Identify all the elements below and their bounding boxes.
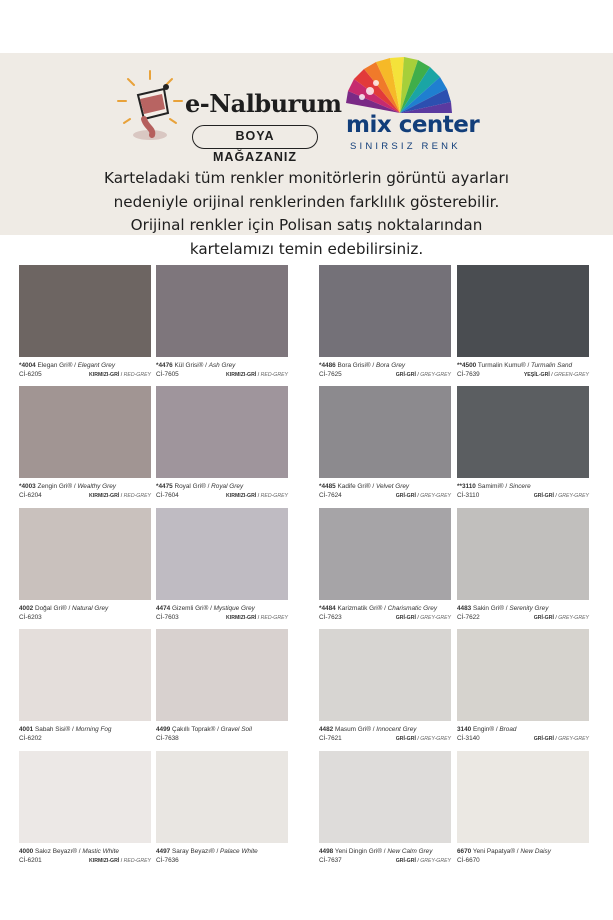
swatch-name-line xyxy=(19,726,159,734)
swatch-ci-code: Cİ-6201 xyxy=(19,857,42,864)
swatch-name-line xyxy=(319,483,459,491)
swatch-name-tr: Turmalin Kumu® xyxy=(477,362,526,369)
swatch-code-line xyxy=(19,614,151,622)
color-family-en: RED-GREY xyxy=(260,615,288,621)
swatch-name-line xyxy=(156,362,296,370)
swatch-name-tr: Sakız Beyazı® xyxy=(35,848,78,855)
swatch-name-tr: Kadife Gri® xyxy=(337,483,371,490)
name-separator: / xyxy=(515,848,521,855)
color-family-tr: KIRMIZI-GRİ xyxy=(89,858,120,864)
swatch-name-en: Gravel Soil xyxy=(220,726,252,733)
mix-center-logo xyxy=(340,55,480,155)
swatch-name-line xyxy=(319,605,459,613)
name-separator: / xyxy=(203,362,209,369)
swatch-name-en: Charismatic Grey xyxy=(387,605,438,612)
swatch-code-line xyxy=(319,857,451,865)
color-family xyxy=(89,492,151,500)
name-separator: / xyxy=(370,726,377,733)
color-family-tr: YEŞİL-GRİ xyxy=(523,372,550,378)
swatch-name-line xyxy=(156,483,296,491)
brand-name: e-Nalburum xyxy=(185,89,342,118)
swatch-ci-code: Cİ-6204 xyxy=(19,492,42,499)
paint-bucket-icon xyxy=(110,65,190,155)
name-separator: / xyxy=(215,726,221,733)
swatch-code-line xyxy=(457,857,589,865)
family-separator: / xyxy=(119,858,124,864)
family-separator: / xyxy=(553,615,559,621)
color-family xyxy=(396,371,451,379)
swatch-code-line xyxy=(156,492,288,500)
swatch-ci-code: Cİ-7622 xyxy=(457,614,480,621)
swatch-code: 4482 xyxy=(319,726,334,733)
color-family-tr: KIRMIZI-GRİ xyxy=(226,372,257,378)
e-nalburum-logo xyxy=(110,65,342,164)
swatch-name-en: Bora Grey xyxy=(375,362,406,369)
swatch-name-line xyxy=(319,848,459,856)
swatch-name-tr: Doğal Gri® xyxy=(35,605,67,612)
swatch-code: *4486 xyxy=(319,362,336,369)
swatch-ci-code: Cİ-6205 xyxy=(19,371,42,378)
family-separator: / xyxy=(119,493,124,499)
family-separator: / xyxy=(256,372,261,378)
brand-tagline: SINIRSIZ RENK xyxy=(350,141,461,152)
swatch-name-tr: Masum Gri® xyxy=(335,726,371,733)
swatch-ci-code: Cİ-7621 xyxy=(319,735,342,742)
name-separator: / xyxy=(214,848,221,855)
color-family-en: GREY-GREY xyxy=(420,493,451,499)
color-chip[interactable] xyxy=(457,751,589,843)
disclaimer-line: kartelamızı temin edebilirsiniz. xyxy=(189,239,424,258)
swatch-ci-code: Cİ-7624 xyxy=(319,492,342,499)
swatch-code-line xyxy=(19,492,151,500)
color-family-en: GREY-GREY xyxy=(558,736,589,742)
swatch-name-line xyxy=(319,726,459,734)
swatch-name-tr: Kül Grisi® xyxy=(174,362,204,369)
color-family-tr: GRİ-GRİ xyxy=(533,736,554,742)
swatch-name-en: Turmalin Sand xyxy=(531,362,573,369)
swatch-code: 4499 xyxy=(156,726,171,733)
disclaimer-line: nedeniyle orijinal renklerinden farklılık gösterebilir. xyxy=(113,192,500,211)
name-separator: / xyxy=(382,848,388,855)
swatch-code-line xyxy=(457,492,589,500)
swatch-name-tr: Engin® xyxy=(473,726,495,733)
rainbow-fan-icon xyxy=(340,55,480,117)
family-separator: / xyxy=(553,736,559,742)
color-chip[interactable] xyxy=(19,386,151,478)
color-chip[interactable] xyxy=(319,751,451,843)
swatch-name-line xyxy=(457,605,597,613)
swatch-name-line xyxy=(156,848,296,856)
color-chip[interactable] xyxy=(156,386,288,478)
name-separator: / xyxy=(503,483,509,490)
color-family-tr: GRİ-GRİ xyxy=(395,493,416,499)
color-family xyxy=(89,857,151,865)
swatch-name-en: Wealthy Grey xyxy=(77,483,116,490)
swatch-ci-code: Cİ-7639 xyxy=(457,371,480,378)
swatch-code: 4002 xyxy=(19,605,34,612)
swatch-name-line xyxy=(457,848,597,856)
swatch-ci-code: Cİ-6670 xyxy=(457,857,480,864)
family-separator: / xyxy=(256,615,261,621)
color-chip[interactable] xyxy=(457,265,589,357)
family-separator: / xyxy=(415,615,421,621)
color-family-tr: GRİ-GRİ xyxy=(395,615,416,621)
swatch-ci-code: Cİ-3140 xyxy=(457,735,480,742)
color-family-en: RED-GREY xyxy=(123,372,151,378)
swatch-code: 4498 xyxy=(319,848,334,855)
swatch-name-tr: Gizemli Gri® xyxy=(172,605,209,612)
color-family xyxy=(396,735,451,743)
swatch-code: *4476 xyxy=(156,362,173,369)
color-family xyxy=(534,735,589,743)
swatch-name-tr: Royal Gri® xyxy=(174,483,206,490)
swatch-code: 4497 xyxy=(156,848,171,855)
name-separator: / xyxy=(504,605,510,612)
swatch-ci-code: Cİ-3110 xyxy=(457,492,480,499)
family-separator: / xyxy=(549,372,555,378)
color-family xyxy=(226,492,288,500)
swatch-code-line xyxy=(457,614,589,622)
color-family-en: GREY-GREY xyxy=(420,858,451,864)
color-chip[interactable] xyxy=(319,265,451,357)
name-separator: / xyxy=(382,605,388,612)
swatch-code-line xyxy=(319,492,451,500)
swatch-code-line xyxy=(156,857,288,865)
swatch-name-tr: Çakıllı Toprak® xyxy=(172,726,216,733)
swatch-code-line xyxy=(319,371,451,379)
swatch-code-line xyxy=(156,614,288,622)
swatch-code: **4500 xyxy=(457,362,477,369)
name-separator: / xyxy=(208,605,214,612)
swatch-name-tr: Sabah Sisi® xyxy=(35,726,71,733)
swatch-name-en: Broad xyxy=(499,726,517,733)
swatch-code-line xyxy=(156,735,288,743)
swatch-name-line xyxy=(19,605,159,613)
swatch-name-en: Elegant Grey xyxy=(77,362,116,369)
swatch-name-en: Innocent Grey xyxy=(376,726,417,733)
disclaimer-text xyxy=(60,167,553,261)
color-family-tr: GRİ-GRİ xyxy=(395,372,416,378)
color-family-en: RED-GREY xyxy=(260,493,288,499)
name-separator: / xyxy=(72,483,78,490)
color-chip[interactable] xyxy=(156,265,288,357)
swatch-name-tr: Zengin Gri® xyxy=(37,483,73,490)
family-separator: / xyxy=(119,372,124,378)
color-family xyxy=(534,492,589,500)
swatch-code-line xyxy=(19,371,151,379)
swatch-code-line xyxy=(319,735,451,743)
swatch-ci-code: Cİ-7623 xyxy=(319,614,342,621)
swatch-name-line xyxy=(156,726,296,734)
family-separator: / xyxy=(415,858,421,864)
disclaimer-line: Orijinal renkler için Polisan satış noktalarından xyxy=(130,216,483,234)
swatch-name-tr: Sakin Gri® xyxy=(473,605,504,612)
color-family xyxy=(89,371,151,379)
color-chip[interactable] xyxy=(319,386,451,478)
name-separator: / xyxy=(66,605,73,612)
color-family-en: GREY-GREY xyxy=(558,615,589,621)
color-family xyxy=(226,614,288,622)
swatch-name-en: New Calm Grey xyxy=(387,848,433,855)
color-family-en: GREY-GREY xyxy=(558,493,589,499)
disclaimer-line: Karteladaki tüm renkler monitörlerin görüntü ayarları xyxy=(104,169,509,187)
swatch-ci-code: Cİ-6202 xyxy=(19,735,42,742)
color-family-en: RED-GREY xyxy=(123,858,151,864)
swatch-code: 4474 xyxy=(156,605,171,612)
color-chip[interactable] xyxy=(19,629,151,721)
swatch-name-line xyxy=(457,362,597,370)
color-family xyxy=(524,371,589,379)
color-family-en: RED-GREY xyxy=(123,493,151,499)
swatch-code-line xyxy=(457,735,589,743)
color-chip[interactable] xyxy=(319,629,451,721)
swatch-code-line xyxy=(19,857,151,865)
color-chip[interactable] xyxy=(457,629,589,721)
color-family xyxy=(534,614,589,622)
swatch-name-tr: Yeni Papatya® xyxy=(472,848,516,855)
swatch-ci-code: Cİ-7638 xyxy=(156,735,179,742)
color-family xyxy=(396,492,451,500)
name-separator: / xyxy=(370,362,376,369)
name-separator: / xyxy=(205,483,212,490)
swatch-ci-code: Cİ-7637 xyxy=(319,857,342,864)
color-family-en: GREY-GREY xyxy=(420,736,451,742)
swatch-code: **3110 xyxy=(457,483,476,490)
color-family-tr: KIRMIZI-GRİ xyxy=(226,493,257,499)
color-chip[interactable] xyxy=(457,386,589,478)
color-family-tr: GRİ-GRİ xyxy=(395,736,416,742)
color-family-tr: KIRMIZI-GRİ xyxy=(89,493,120,499)
swatch-name-en: Mastic White xyxy=(82,848,119,855)
swatch-code: *4003 xyxy=(19,483,36,490)
family-separator: / xyxy=(553,493,559,499)
swatch-name-tr: Saray Beyazı® xyxy=(172,848,215,855)
swatch-code: 4483 xyxy=(457,605,472,612)
swatch-code: *4004 xyxy=(19,362,36,369)
color-chip[interactable] xyxy=(457,508,589,600)
color-chip[interactable] xyxy=(156,751,288,843)
swatch-name-line xyxy=(19,848,159,856)
swatch-code-line xyxy=(156,371,288,379)
swatch-code: *4484 xyxy=(319,605,336,612)
color-chip[interactable] xyxy=(319,508,451,600)
name-separator: / xyxy=(494,726,500,733)
swatch-name-en: New Daisy xyxy=(520,848,551,855)
swatch-name-line xyxy=(19,362,159,370)
swatch-code: 4001 xyxy=(19,726,34,733)
swatch-name-line xyxy=(156,605,296,613)
color-family-en: GREY-GREY xyxy=(420,372,451,378)
color-chip[interactable] xyxy=(19,265,151,357)
color-family-tr: KIRMIZI-GRİ xyxy=(89,372,120,378)
swatch-name-en: Mystique Grey xyxy=(213,605,255,612)
swatch-code: 3140 xyxy=(457,726,472,733)
swatch-name-en: Serenity Grey xyxy=(509,605,549,612)
family-separator: / xyxy=(415,372,421,378)
swatch-name-en: Morning Fog xyxy=(75,726,112,733)
swatch-name-tr: Yeni Dingin Gri® xyxy=(334,848,382,855)
brand-name: mix center xyxy=(346,112,480,138)
swatch-ci-code: Cİ-7605 xyxy=(156,371,179,378)
swatch-code: *4485 xyxy=(319,483,336,490)
swatch-name-line xyxy=(319,362,459,370)
color-family-en: GREEN-GREY xyxy=(554,372,589,378)
brand-tagline: BOYA MAĞAZANIZ xyxy=(192,125,318,149)
color-family xyxy=(396,614,451,622)
color-family-tr: GRİ-GRİ xyxy=(533,615,554,621)
swatch-name-en: Ash Grey xyxy=(208,362,236,369)
swatch-name-tr: Karizmatik Gri® xyxy=(337,605,383,612)
color-family-en: GREY-GREY xyxy=(420,615,451,621)
swatch-name-line xyxy=(457,726,597,734)
color-chip[interactable] xyxy=(19,508,151,600)
swatch-name-tr: Elegan Gri® xyxy=(37,362,73,369)
swatch-ci-code: Cİ-7636 xyxy=(156,857,179,864)
color-family-tr: KIRMIZI-GRİ xyxy=(226,615,257,621)
swatch-name-en: Palace White xyxy=(220,848,258,855)
swatch-ci-code: Cİ-7603 xyxy=(156,614,179,621)
family-separator: / xyxy=(256,493,261,499)
swatch-code: 4000 xyxy=(19,848,34,855)
name-separator: / xyxy=(370,483,376,490)
color-chip[interactable] xyxy=(156,508,288,600)
swatch-code: *4475 xyxy=(156,483,173,490)
swatch-name-en: Natural Grey xyxy=(72,605,109,612)
swatch-name-en: Royal Grey xyxy=(211,483,244,490)
swatch-name-line xyxy=(19,483,159,491)
swatch-code-line xyxy=(319,614,451,622)
color-family-tr: GRİ-GRİ xyxy=(533,493,554,499)
family-separator: / xyxy=(415,736,421,742)
swatch-ci-code: Cİ-7625 xyxy=(319,371,342,378)
swatch-code-line xyxy=(19,735,151,743)
color-chip[interactable] xyxy=(156,629,288,721)
color-family xyxy=(226,371,288,379)
name-separator: / xyxy=(525,362,532,369)
swatch-name-tr: Samimi® xyxy=(477,483,504,490)
swatch-name-line xyxy=(457,483,597,491)
swatch-name-en: Sincere xyxy=(508,483,531,490)
color-family-en: RED-GREY xyxy=(260,372,288,378)
swatch-name-en: Velvet Grey xyxy=(375,483,410,490)
swatch-ci-code: Cİ-6203 xyxy=(19,614,42,621)
color-chip[interactable] xyxy=(19,751,151,843)
family-separator: / xyxy=(415,493,421,499)
color-family-tr: GRİ-GRİ xyxy=(395,858,416,864)
swatch-ci-code: Cİ-7604 xyxy=(156,492,179,499)
swatch-code: 6670 xyxy=(457,848,472,855)
swatch-code-line xyxy=(457,371,589,379)
name-separator: / xyxy=(70,726,76,733)
name-separator: / xyxy=(72,362,78,369)
name-separator: / xyxy=(77,848,83,855)
swatch-name-tr: Bora Grisi® xyxy=(337,362,371,369)
color-family xyxy=(396,857,451,865)
